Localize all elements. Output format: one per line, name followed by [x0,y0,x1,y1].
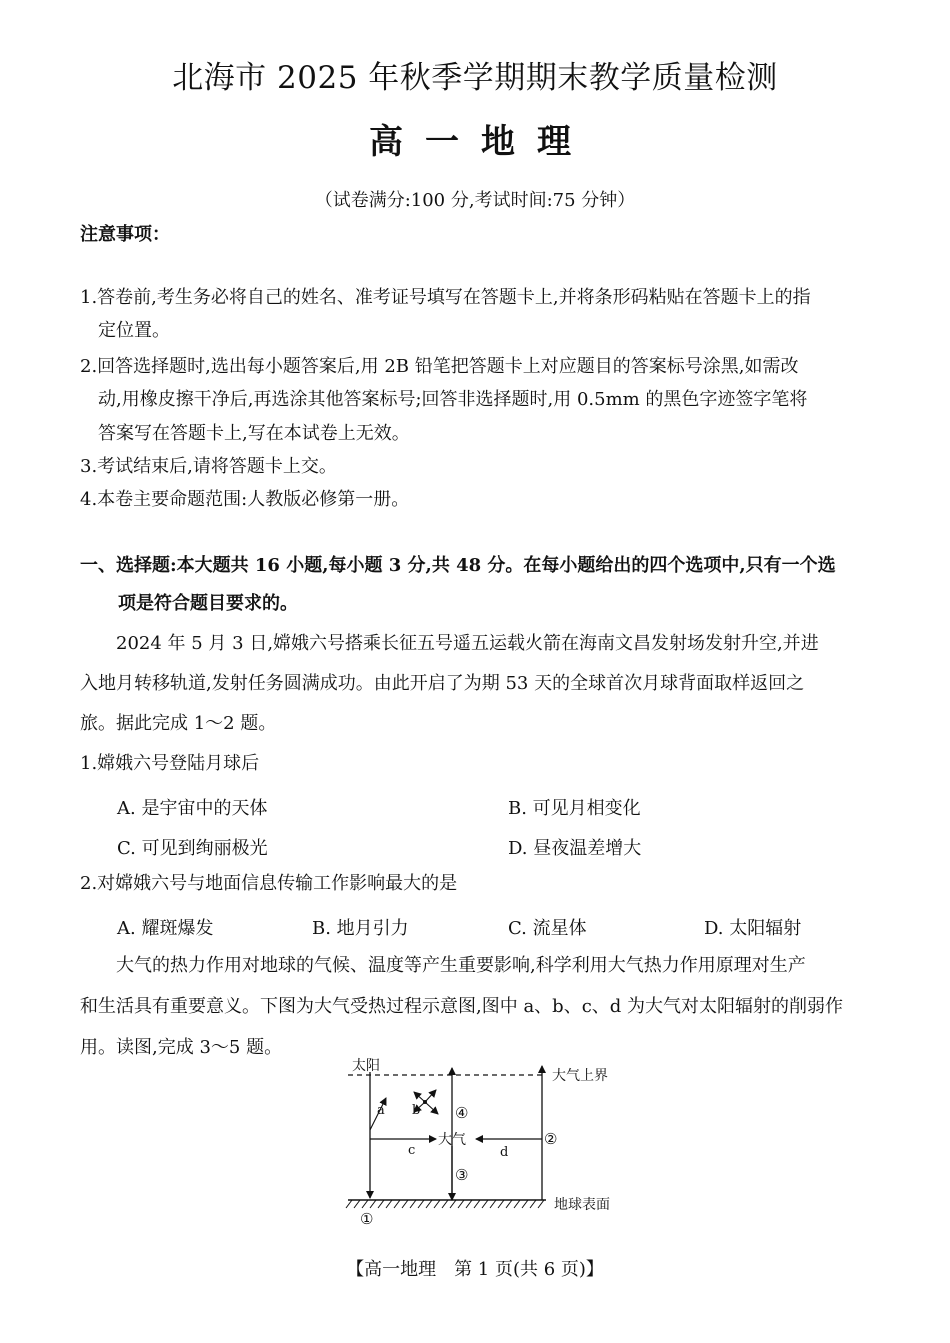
passage2-line1: 大气的热力作用对地球的气候、温度等产生重要影响,科学利用大气热力作用原理对生产 [116,955,806,976]
exam-title: 北海市 2025 年秋季学期期末教学质量检测 [172,60,778,96]
q1-option-a: A. 是宇宙中的天体 [117,798,268,819]
label-surface: 地球表面 [554,1197,610,1213]
notice-item-1-line1: 1.答卷前,考生务必将自己的姓名、准考证号填写在答题卡上,并将条形码粘贴在答题卡上的指 [80,287,811,308]
notice-item-2-line3: 答案写在答题卡上,写在本试卷上无效。 [98,423,410,444]
label-atmosphere: 大气 [438,1132,466,1148]
label-a: a [377,1103,385,1118]
notice-item-4: 4.本卷主要命题范围:人教版必修第一册。 [80,489,410,510]
notice-item-2-line2: 动,用橡皮擦干净后,再选涂其他答案标号;回答非选择题时,用 0.5mm 的黑色字迹签字笔将 [98,389,808,410]
q1-stem: 1.嫦娥六号登陆月球后 [80,753,260,774]
q2-option-b: B. 地月引力 [312,918,409,939]
notice-heading: 注意事项： [80,224,170,245]
notice-item-1-line2: 定位置。 [98,320,170,341]
label-2: ② [544,1130,558,1148]
label-b: b [412,1103,421,1118]
label-c: c [408,1143,416,1158]
label-4: ④ [455,1104,469,1122]
passage1-line3: 旅。据此完成 1～2 题。 [80,713,277,734]
q1-option-c: C. 可见到绚丽极光 [117,838,268,859]
atmosphere-heating-diagram [330,1052,640,1232]
q1-option-d: D. 昼夜温差增大 [508,838,642,859]
surface-hatching [346,1200,544,1208]
label-1: ① [360,1210,374,1228]
label-atmosphere-top: 大气上界 [552,1068,608,1084]
score-info: （试卷满分:100 分,考试时间:75 分钟） [314,190,636,211]
passage2-line2: 和生活具有重要意义。下图为大气受热过程示意图,图中 a、b、c、d 为大气对太阳辐射的削弱作 [80,996,844,1017]
label-3: ③ [455,1166,469,1184]
passage2-line3: 用。读图,完成 3～5 题。 [80,1037,283,1058]
notice-item-3: 3.考试结束后,请将答题卡上交。 [80,456,337,477]
page-footer: 【高一地理 第 1 页(共 6 页)】 [346,1259,604,1280]
q2-option-c: C. 流星体 [508,918,587,939]
notice-item-2-line1: 2.回答选择题时,选出每小题答案后,用 2B 铅笔把答题卡上对应题目的答案标号涂黑,如需改 [80,356,799,377]
q1-option-b: B. 可见月相变化 [508,798,641,819]
passage1-line2: 入地月转移轨道,发射任务圆满成功。由此开启了为期 53 天的全球首次月球背面取样返回之 [80,673,805,694]
q2-option-d: D. 太阳辐射 [704,918,802,939]
label-sun: 太阳 [352,1058,380,1074]
label-d: d [500,1145,509,1160]
passage1-line1: 2024 年 5 月 3 日,嫦娥六号搭乘长征五号遥五运载火箭在海南文昌发射场发射升空,并进 [116,633,819,654]
q2-option-a: A. 耀斑爆发 [117,918,214,939]
section1-heading-line1: 一、选择题:本大题共 16 小题,每小题 3 分,共 48 分。在每小题给出的四个选项中,只有一个选 [80,555,836,576]
q2-stem: 2.对嫦娥六号与地面信息传输工作影响最大的是 [80,873,458,894]
section1-heading-line2: 项是符合题目要求的。 [118,593,298,614]
subject-title: 高一地理 [369,122,593,162]
